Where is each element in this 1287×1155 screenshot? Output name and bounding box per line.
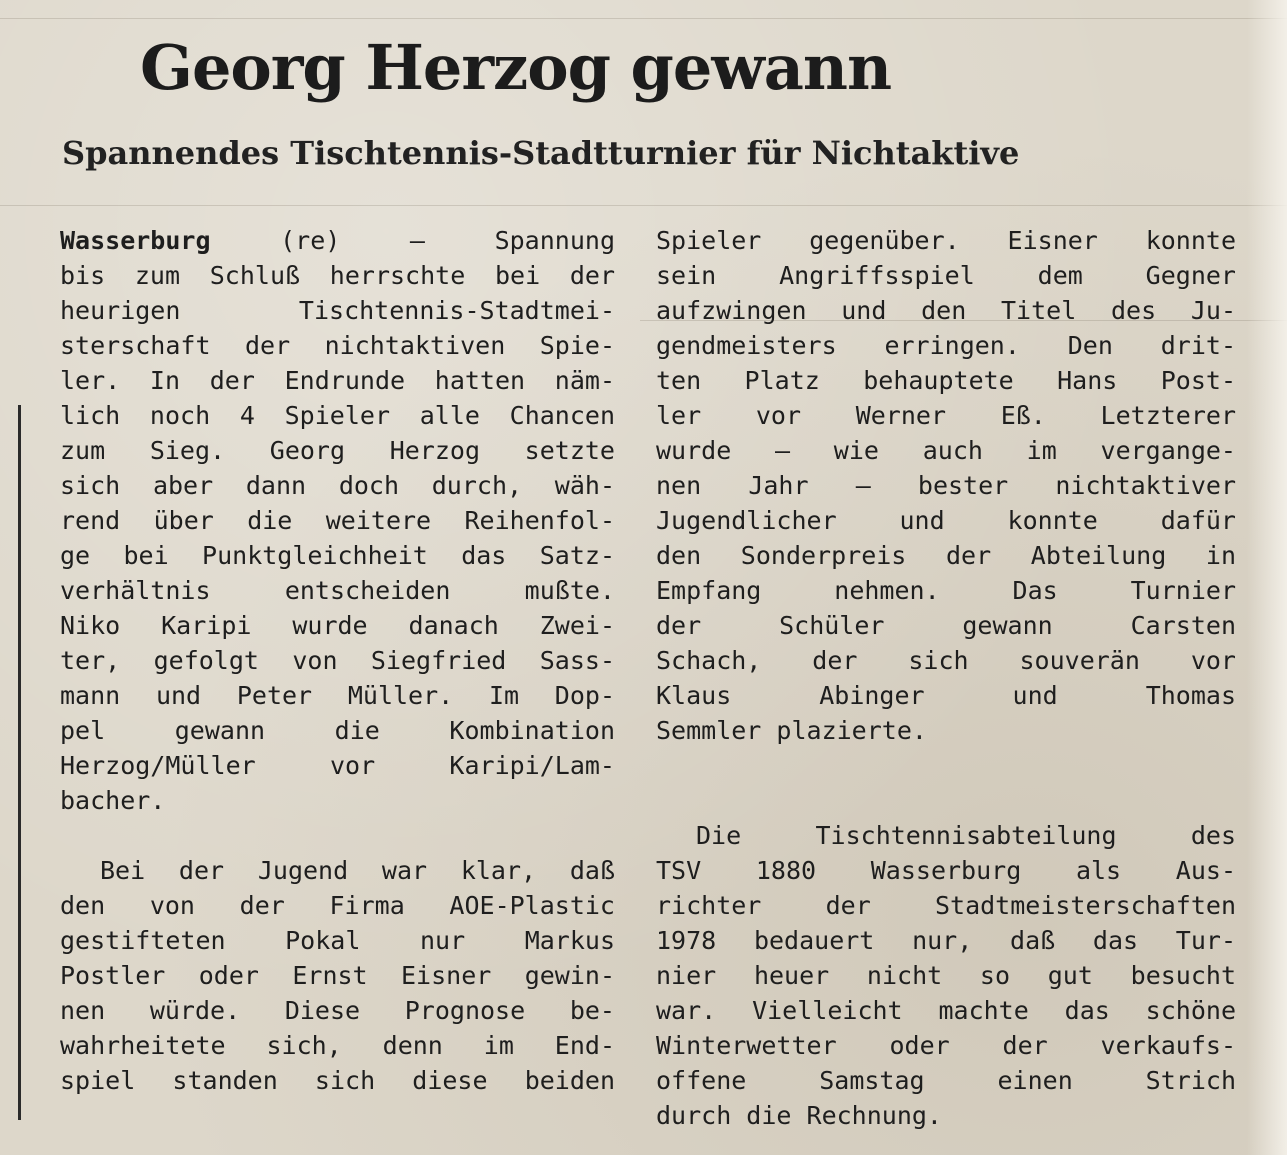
text-fragment: (re) — Spannung <box>210 226 615 255</box>
text-line: sterschaft der nichtaktiven Spie- <box>60 331 615 360</box>
text-line: zum Sieg. Georg Herzog setzte <box>60 436 615 465</box>
text-line: bis zum Schluß herrschte bei der <box>60 261 615 290</box>
text-line: den Sonderpreis der Abteilung in <box>656 541 1236 570</box>
text-line: ler. In der Endrunde hatten näm- <box>60 366 615 395</box>
text-line: nen Jahr — bester nichtaktiver <box>656 471 1236 500</box>
text-line: nier heuer nicht so gut besucht <box>656 961 1236 990</box>
text-line: ge bei Punktgleichheit das Satz- <box>60 541 615 570</box>
text-line: bacher. <box>60 786 166 815</box>
text-line: gestifteten Pokal nur Markus <box>60 926 615 955</box>
text-line: ter, gefolgt von Siegfried Sass- <box>60 646 615 675</box>
text-line: 1978 bedauert nur, daß das Tur- <box>656 926 1236 955</box>
text-line: Schach, der sich souverän vor <box>656 646 1236 675</box>
column-rule <box>18 405 21 1120</box>
text-line: war. Vielleicht machte das schöne <box>656 996 1236 1025</box>
paragraph-gap <box>656 748 1236 783</box>
text-line: durch die Rechnung. <box>656 1101 942 1130</box>
text-line: richter der Stadtmeisterschaften <box>656 891 1236 920</box>
text-line: lich noch 4 Spieler alle Chancen <box>60 401 615 430</box>
text-line: Winterwetter oder der verkaufs- <box>656 1031 1236 1060</box>
text-line: wahrheitete sich, denn im End- <box>60 1031 615 1060</box>
text-line: verhältnis entscheiden mußte. <box>60 576 615 605</box>
paragraph-gap <box>60 818 615 853</box>
paragraph-gap <box>656 783 1236 818</box>
text-line: nen würde. Diese Prognose be- <box>60 996 615 1025</box>
text-line: gendmeisters erringen. Den drit- <box>656 331 1236 360</box>
dateline: Wasserburg <box>60 226 211 255</box>
text-line: Klaus Abinger und Thomas <box>656 681 1236 710</box>
show-through-line <box>0 18 1287 19</box>
text-line: Postler oder Ernst Eisner gewin- <box>60 961 615 990</box>
text-line: ler vor Werner Eß. Letzterer <box>656 401 1236 430</box>
text-line: Jugendlicher und konnte dafür <box>656 506 1236 535</box>
text-line: aufzwingen und den Titel des Ju- <box>656 296 1236 325</box>
show-through-line <box>0 205 1287 206</box>
text-line: heurigen Tischtennis-Stadtmei- <box>60 296 615 325</box>
text-line: wurde — wie auch im vergange- <box>656 436 1236 465</box>
text-line: rend über die weitere Reihenfol- <box>60 506 615 535</box>
text-line: pel gewann die Kombination <box>60 716 615 745</box>
text-line: Die Tischtennisabteilung des <box>696 821 1236 850</box>
text-line: Bei der Jugend war klar, daß <box>100 856 615 885</box>
text-line: mann und Peter Müller. Im Dop- <box>60 681 615 710</box>
article-column-left <box>60 223 615 1098</box>
text-line: Semmler plazierte. <box>656 716 927 745</box>
subheadline: Spannendes Tischtennis-Stadtturnier für Nichtaktive <box>62 134 1020 172</box>
text-line: Empfang nehmen. Das Turnier <box>656 576 1236 605</box>
headline: Georg Herzog gewann <box>140 31 892 104</box>
text-line: der Schüler gewann Carsten <box>656 611 1236 640</box>
text-line: spiel standen sich diese beiden <box>60 1066 615 1095</box>
text-line: offene Samstag einen Strich <box>656 1066 1236 1095</box>
text-line: TSV 1880 Wasserburg als Aus- <box>656 856 1236 885</box>
article-column-right <box>656 223 1236 1133</box>
text-line: Niko Karipi wurde danach Zwei- <box>60 611 615 640</box>
text-line: Herzog/Müller vor Karipi/Lam- <box>60 751 615 780</box>
text-line: den von der Firma AOE-Plastic <box>60 891 615 920</box>
text-line: ten Platz behauptete Hans Post- <box>656 366 1236 395</box>
text-line: sein Angriffsspiel dem Gegner <box>656 261 1236 290</box>
text-line: sich aber dann doch durch, wäh- <box>60 471 615 500</box>
text-line: Spieler gegenüber. Eisner konnte <box>656 226 1236 255</box>
text-line <box>60 223 615 258</box>
paper-edge <box>1247 0 1287 1155</box>
